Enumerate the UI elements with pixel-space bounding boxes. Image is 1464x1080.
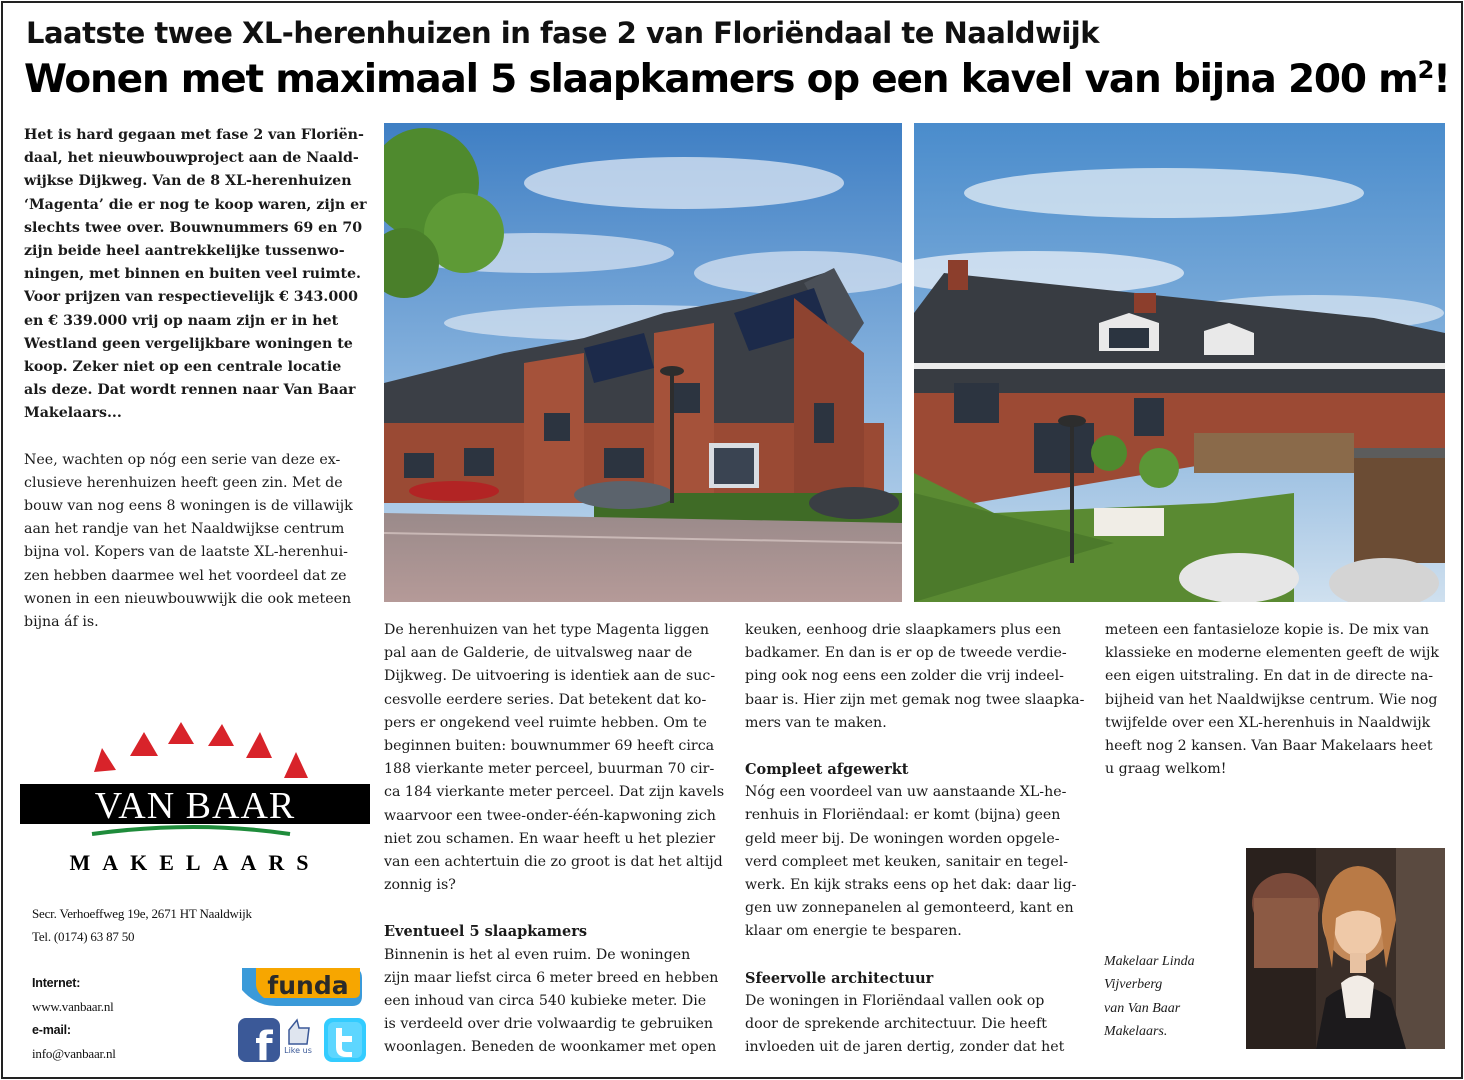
text-line: twijfelde over een XL-herenhuis in Naaldwijk [1105,714,1431,731]
text-line: Westland geen vergelijkbare woningen te [24,335,353,352]
headline-text: Wonen met maximaal 5 slaapkamers op een kavel van bijna 200 m [24,57,1418,102]
column-3 [745,619,1085,1059]
facebook-letter: f [255,1024,273,1064]
text-line: niet zou schamen. En waar heeft u het plezier [384,830,716,847]
text-line: Het is hard gegaan met fase 2 van Floriën- [24,127,364,143]
text-line: slechts twee over. Bouwnummers 69 en 70 [24,219,363,236]
text-line: Nóg een voordeel van uw aanstaande XL-he- [745,784,1067,801]
funda-label: funda [267,971,349,1000]
text-line: De herenhuizen van het type Magenta liggen [384,622,710,638]
funda-icon[interactable] [236,962,368,1008]
text-line: zen hebben daarmee wel het voordeel dat ze [24,567,347,584]
text-line: 188 vierkante meter perceel, buurman 70 cir- [384,761,715,778]
text-line: Makelaars. [1104,1024,1168,1040]
text-line: is verdeeld over drie volwaardig te gebruiken [384,1016,713,1033]
text-line: Vijverberg [1104,977,1163,993]
text-line: woonlagen. Beneden de woonkamer met open [384,1039,717,1056]
text-line: klaar om energie te besparen. [745,923,962,940]
article-subtitle: Laatste twee XL-herenhuizen in fase 2 van Floriëndaal te Naaldwijk [26,16,1100,50]
intro-lead [24,124,367,426]
text-line: cesvolle eerdere series. Dat betekent dat ko- [384,691,707,708]
text-line: pers er ongekend veel ruimte hebben. Om te [384,714,707,731]
column-4-paragraph-1 [1105,619,1445,781]
column-3-paragraph-2 [745,781,1085,943]
column-2-paragraph-1 [384,619,724,897]
intro-body [24,449,364,635]
text-line: klassieke en moderne elementen geeft de wijk [1105,645,1439,662]
text-line: Makelaar Linda [1104,954,1195,969]
headline-superscript: 2 [1417,56,1434,84]
text-line: Makelaars... [24,405,122,422]
text-line: en € 339.000 vrij op naam zijn er in het [24,312,339,329]
column-3-paragraph-3 [745,990,1085,1060]
contact-internet-label: Internet: [32,976,81,990]
photo-portrait-makelaar [1246,848,1445,1049]
text-line: Dijkweg. De uitvoering is identiek aan de suc- [384,668,716,685]
text-line: van een achtertuin die zo groot is dat het altijd [384,854,723,871]
text-line: wijkse Dijkweg. Van de 8 XL-herenhuizen [24,173,352,190]
text-line: door de sprekende architectuur. Die heeft [745,1016,1047,1033]
text-line: gen uw zonnepanelen al gemonteerd, kant en [745,900,1074,917]
text-line: verd compleet met keuken, sanitair en tegel- [745,853,1069,870]
contact-phone: Tel. (0174) 63 87 50 [32,929,135,944]
text-line: invloeden uit de jaren dertig, zonder dat het [745,1039,1065,1056]
text-line: ‘Magenta’ die er nog te koop waren, zijn er [24,196,367,213]
text-line: Binnenin is het al even ruim. De woningen [384,946,691,963]
facebook-icon[interactable] [236,1016,282,1064]
text-line: een eigen uitstraling. En dat in de directe na- [1105,668,1434,685]
text-line: werk. En kijk straks eens op het dak: daar lig- [745,877,1077,894]
text-line: zijn maar liefst circa 6 meter breed en hebben [384,969,719,986]
text-line: een inhoud van circa 540 kubieke meter. Die [384,993,707,1010]
text-line: bouw van nog eens 8 woningen is de villawijk [24,498,353,515]
text-line: heeft nog 2 kansen. Van Baar Makelaars heet [1105,738,1433,755]
contact-website-link[interactable]: www.vanbaar.nl [32,999,114,1014]
heading-compleet-afgewerkt: Compleet afgewerkt [745,761,909,779]
column-2 [384,619,724,1060]
text-line: aan het randje van het Naaldwijkse centrum [24,521,345,538]
column-3-paragraph-1 [745,619,1085,735]
text-line: De woningen in Floriëndaal vallen ook op [745,992,1045,1009]
text-line: ping ook nog eens een zolder die vrij indeel- [745,668,1064,685]
text-line: beginnen buiten: bouwnummer 69 heeft circa [384,738,715,755]
logo-sub: MAKELAARS [69,850,321,875]
photo-street-view [384,123,902,602]
contact-email-link[interactable]: info@vanbaar.nl [32,1046,116,1061]
twitter-icon[interactable] [322,1016,368,1064]
text-line: badkamer. En dan is er op de tweede verdie- [745,645,1067,662]
contact-address: Secr. Verhoeffweg 19e, 2671 HT Naaldwijk [32,906,252,921]
text-line: koop. Zeker niet op een centrale locatie [24,359,342,376]
van-baar-logo [18,720,372,880]
portrait-caption [1104,950,1195,1044]
text-line: wonen in een nieuwbouwwijk die ook meteen [24,590,352,607]
text-line: Nee, wachten op nóg een serie van deze ex- [24,451,341,468]
column-4 [1105,619,1445,781]
text-line: bijna áf is. [24,614,99,631]
like-us-icon[interactable] [283,1018,313,1064]
article-headline [24,56,1450,102]
text-line: Voor prijzen van respectievelijk € 343.000 [24,289,358,306]
column-2-paragraph-2 [384,944,724,1060]
text-line: baar is. Hier zijn met gemak nog twee slaapka- [745,691,1085,708]
text-line: ningen, met binnen en buiten veel ruimte. [24,266,361,283]
photo-back-gardens [914,123,1445,602]
text-line: waarvoor een twee-onder-één-kapwoning zich [384,807,716,824]
text-line: zonnig is? [384,877,456,894]
text-line: ca 184 vierkante meter perceel. Dat zijn kavels [384,784,725,801]
intro-column [24,124,367,634]
contact-email-label: e-mail: [32,1023,71,1037]
text-line: u graag welkom! [1105,761,1227,778]
text-line: keuken, eenhoog drie slaapkamers plus een [745,622,1062,638]
logo-name: VAN BAAR [94,785,296,827]
text-line: clusieve herenhuizen heeft geen zin. Met de [24,474,343,491]
text-line: meteen een fantasieloze kopie is. De mix van [1105,622,1430,638]
text-line: daal, het nieuwbouwproject aan de Naald- [24,150,359,167]
text-line: als deze. Dat wordt rennen naar Van Baar [24,382,356,399]
text-line: bijna vol. Kopers van de laatste XL-herenhui- [24,544,348,561]
headline-end: ! [1433,57,1450,102]
text-line: pal aan de Galderie, de uitvalsweg naar de [384,645,693,662]
text-line: renhuis in Floriëndaal: er komt (bijna) geen [745,807,1061,824]
text-line: mers van te maken. [745,714,887,731]
text-line: bijheid van het Naaldwijkse centrum. Wie nog [1105,691,1438,708]
like-us-label: Like us [284,1046,312,1055]
heading-sfeervolle-architectuur: Sfeervolle architectuur [745,969,934,987]
text-line: geld meer bij. De woningen worden opgele- [745,830,1060,847]
text-line: van Van Baar [1104,1000,1181,1016]
text-line: zijn beide heel aantrekkelijke tussenwo- [24,243,345,260]
heading-eventueel: Eventueel 5 slaapkamers [384,923,588,941]
